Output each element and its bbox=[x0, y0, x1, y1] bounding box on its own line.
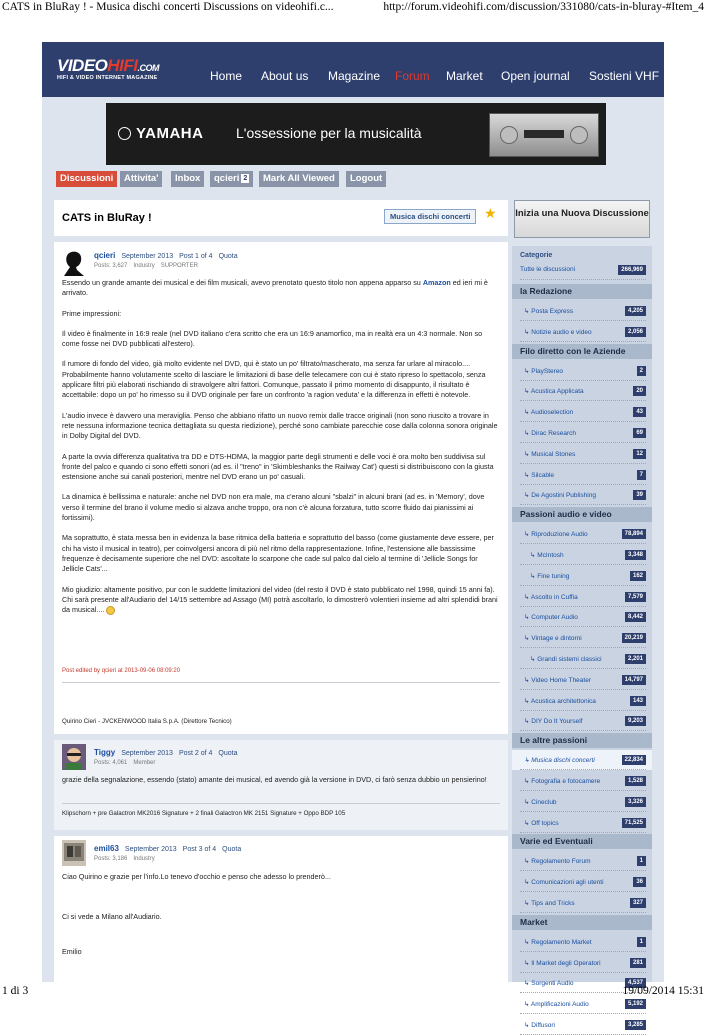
category-label: ↳ Musical Stones bbox=[524, 450, 576, 458]
count-badge: 8,442 bbox=[625, 612, 646, 622]
new-discussion-button[interactable]: Inizia una Nuova Discussione bbox=[514, 200, 650, 238]
post-meta bbox=[94, 251, 238, 260]
category-item[interactable] bbox=[512, 361, 652, 381]
count-badge: 22,834 bbox=[622, 755, 646, 765]
bookmark-star-icon[interactable]: ★ bbox=[484, 206, 497, 222]
tab-logout[interactable]: Logout bbox=[346, 171, 386, 187]
category-item[interactable] bbox=[512, 402, 652, 422]
category-section-header[interactable]: Varie ed Eventuali bbox=[512, 834, 652, 849]
category-label: ↳ Dirac Research bbox=[524, 430, 577, 437]
count-badge: 43 bbox=[633, 407, 646, 417]
count-badge: 39 bbox=[633, 490, 646, 500]
category-item[interactable] bbox=[512, 423, 652, 443]
category-label: ↳ Video Home Theater bbox=[524, 676, 591, 684]
category-item[interactable] bbox=[512, 1015, 652, 1035]
count-badge: 78,894 bbox=[622, 529, 646, 539]
post-3 bbox=[54, 836, 508, 982]
count-badge: 4,537 bbox=[625, 978, 646, 988]
count-badge: 71,525 bbox=[622, 818, 646, 828]
count-badge: 162 bbox=[630, 571, 646, 581]
print-header bbox=[0, 0, 706, 18]
post-signature: Quirino Cieri - JVCKENWOOD Italia S.p.A. (Direttore Tecnico) bbox=[62, 718, 232, 725]
discussion-title: CATS in BluRay ! bbox=[62, 212, 152, 224]
category-label: ↳ Regolamento Forum bbox=[524, 858, 591, 866]
count-badge: 7,579 bbox=[625, 592, 646, 602]
category-item[interactable] bbox=[512, 851, 652, 871]
post-username[interactable]: Tiggy bbox=[94, 748, 116, 757]
post-body: Essendo un grande amante dei musical e dei film musicali, avevo prenotato questo titolo non appena apparso su Amazon ed ieri mi è arrivato. Prime impressioni: Il video è finalmente in 16:9 reale (nel DVD italiano c'era scritto che era un 16:9 anamorfico, ma in realtà era un 4:3 normale. Non so come fosse nei DVD pubblicati all'estero). Il rumore di fondo del video, già molto evidente nel DVD, qui è stato un po' filtrato/mascherato, ma senza far urlare al miracolo.... Probabilmente hanno volutamente scelto di lasciare le limitazioni di base delle telecamere con cui è stato ripreso lo spettacolo, senza applicare filtri più elaborati rischiando di stravolgere altri fattori. Comunque, passato il primo momento di disappunto, il risultato è accettabile: dopo un po' ho rimesso su il DVD originale per fare un confronto 'a ragion veduta' e la differenza in effetti è notevole. L'audio invece è davvero una meraviglia. Penso che abbiano rifatto un nuovo remix dalle tracce originali (non sono riuscito a trovare in rete nessuna informazione tecnica dettagliata su questa riedizione), perché sono cambiate parecchie cose dalla colonna sonora originale in Dolby Digital del DVD. A parte la ovvia differenza qualitativa tra DD e DTS-HDMA, la maggior parte degli strumenti e delle voci è ora molto ben suddivisa sul fronte del palco e quando ci sono effetti sonori (ad es. il "treno" in 'Skimbleshanks the Railway Cat') questi si distribuiscono con la giusta estensione anche sui canali posteriori, mentre nel DVD erano un po' casuali. La dinamica è bellissima e naturale: anche nel DVD non era male, ma c'erano alcuni "sbalzi" in alcuni brani (ad es. in 'Memory', dove verso il termine del brano il volume medio si alzava anche troppo, ora non c'è alcuna forzatura, tutto scorre fluido dai pianissimi ai fortissimi). Ma soprattutto, è stata messa ben in evidenza la base ritmica della batteria e soprattutto del basso (come giustamente deve essere, per chi ha visto il musical in teatro), per coinvolgersi ancora di più nel ritmo della rappresentazione. Infine, l'estensione alle bassissime frequenze è decisamente superiore che nel DVD: ascoltate lo scarpone che cade sul palco dal cielo al termine di 'Jellicle Songs for Jellicle Cats'... Mio giudizio: altamente positivo, pur con le suddette limitazioni del video (del resto il DVD è stato pubblicato nel 1998, quindi 15 anni fa). Chi sarà presente all'Audiario del 14/15 settembre ad Assago (MI) potrà ascoltarlo, lo dimostrerò volentieri insieme ad altri splendidi brani da musical.... bbox=[62, 278, 498, 615]
print-page: 1 di 3 bbox=[2, 985, 29, 997]
category-item[interactable] bbox=[512, 381, 652, 401]
category-item[interactable] bbox=[512, 566, 652, 586]
edited-note: Post edited by qcieri at 2013-09-06 08:09:20 bbox=[62, 668, 181, 674]
category-label: ↳ Grandi sistemi classici bbox=[530, 656, 602, 663]
category-label: ↳ Off topics bbox=[524, 819, 559, 827]
category-item[interactable] bbox=[512, 465, 652, 485]
category-label: ↳ Ascolto in Cuffia bbox=[524, 593, 578, 601]
category-item[interactable] bbox=[512, 893, 652, 913]
count-badge: 12 bbox=[633, 449, 646, 459]
user-info: Posts: 3,627 Industry SUPPORTER bbox=[94, 263, 198, 269]
post-body: Ciao Quirino e grazie per l'info.Lo tenevo d'occhio e penso che adesso lo prenderò... Ci si vede a Milano all'Audiario. Emilio bbox=[62, 872, 331, 956]
category-label: ↳ Sorgenti Audio bbox=[524, 980, 574, 988]
count-badge: 3,348 bbox=[625, 550, 646, 560]
category-item[interactable] bbox=[512, 872, 652, 892]
category-label: ↳ Audioselection bbox=[524, 409, 574, 417]
banner-brand: YAMAHA bbox=[136, 125, 204, 142]
count-badge: 1,528 bbox=[625, 776, 646, 786]
yamaha-banner[interactable] bbox=[106, 103, 606, 165]
category-label: ↳ Acustica Applicata bbox=[524, 388, 584, 396]
post-date[interactable]: September 2013 bbox=[121, 750, 173, 757]
count-badge: 14,797 bbox=[622, 675, 646, 685]
category-item[interactable] bbox=[512, 524, 652, 544]
count-badge: 7 bbox=[637, 470, 646, 480]
nav-market[interactable]: Market bbox=[446, 69, 483, 83]
count-badge: 1 bbox=[637, 937, 646, 947]
tab-discussioni[interactable]: Discussioni bbox=[56, 171, 117, 187]
logo-tagline: HIFI & VIDEO INTERNET MAGAZINE bbox=[57, 75, 158, 81]
amplifier-image bbox=[489, 113, 599, 157]
nav-magazine[interactable]: Magazine bbox=[328, 69, 381, 83]
category-label: ↳ Fine tuning bbox=[530, 572, 570, 580]
category-section-header[interactable]: Passioni audio e video bbox=[512, 507, 652, 522]
count-badge: 2,201 bbox=[625, 654, 646, 664]
count-badge: 143 bbox=[630, 696, 646, 706]
category-label: ↳ Comunicazioni agli utenti bbox=[524, 879, 604, 887]
category-label: ↳ Cineclub bbox=[524, 798, 557, 806]
count-badge: 327 bbox=[630, 898, 646, 908]
count-badge: 2,056 bbox=[625, 327, 646, 337]
nav-about-us[interactable]: About us bbox=[261, 69, 309, 83]
post-1 bbox=[54, 242, 508, 734]
category-section-header[interactable]: Le altre passioni bbox=[512, 733, 652, 748]
category-item[interactable] bbox=[512, 322, 652, 342]
avatar[interactable] bbox=[62, 250, 86, 276]
print-datetime: 19/09/2014 15:31 bbox=[622, 985, 704, 997]
category-label: ↳ Musica dischi concerti bbox=[524, 757, 595, 765]
category-label: ↳ Regolamento Market bbox=[524, 938, 592, 946]
post-meta bbox=[94, 748, 238, 757]
nav-sostieni[interactable]: Sostieni VHF bbox=[589, 69, 660, 83]
post-username[interactable]: emil63 bbox=[94, 844, 119, 853]
categories-title: Categorie bbox=[520, 252, 553, 259]
print-footer bbox=[0, 985, 706, 1000]
categories-box bbox=[512, 246, 652, 1029]
nav-home[interactable]: Home bbox=[210, 69, 243, 83]
user-info: Posts: 3,186 Industry bbox=[94, 856, 155, 862]
signature-divider bbox=[62, 803, 500, 804]
category-label: ↳ McIntosh bbox=[530, 552, 564, 559]
category-label: ↳ Amplificazioni Audio bbox=[524, 1001, 589, 1009]
category-item[interactable] bbox=[512, 628, 652, 648]
tab-user[interactable]: qcieri 2 bbox=[210, 171, 253, 187]
category-item[interactable] bbox=[512, 444, 652, 464]
category-item[interactable] bbox=[512, 670, 652, 690]
print-url: http://forum.videohifi.com/discussion/331080/cats-in-bluray-#Item_4 bbox=[383, 1, 704, 13]
post-meta bbox=[94, 844, 241, 853]
category-label: ↳ Diffusori bbox=[524, 1022, 555, 1029]
count-badge: 5,192 bbox=[625, 999, 646, 1009]
discussion-title-bar bbox=[54, 200, 508, 236]
post-signature: Klipschorn + pre Galactron MK2016 Signature + 2 finali Galactron MK 2151 Signature + Oppo BDP 105 bbox=[62, 810, 346, 817]
category-all[interactable]: Tutte le discussioni 266,969 bbox=[512, 260, 652, 280]
category-item[interactable] bbox=[512, 607, 652, 627]
category-item[interactable] bbox=[512, 587, 652, 607]
count-badge: 3,326 bbox=[625, 797, 646, 807]
count-badge: 3,285 bbox=[625, 1020, 646, 1030]
category-chip[interactable]: Musica dischi concerti bbox=[384, 209, 476, 224]
signature-divider bbox=[62, 682, 500, 683]
amazon-link[interactable]: Amazon bbox=[422, 278, 451, 287]
post-position: Post 3 of 4 bbox=[182, 846, 217, 853]
avatar[interactable] bbox=[62, 840, 86, 866]
discussion-main bbox=[54, 200, 508, 982]
quote-link[interactable]: Quota bbox=[218, 253, 238, 260]
quote-link[interactable]: Quota bbox=[222, 846, 242, 853]
post-username[interactable]: qcieri bbox=[94, 251, 116, 260]
category-label: ↳ De Agostini Publishing bbox=[524, 492, 596, 500]
category-label: ↳ Fotografia e fotocamere bbox=[524, 778, 601, 785]
category-label: ↳ Posta Express bbox=[524, 308, 574, 315]
quote-link[interactable]: Quota bbox=[218, 750, 238, 757]
category-item[interactable] bbox=[512, 691, 652, 711]
sidebar bbox=[512, 200, 652, 1029]
category-section-header[interactable]: la Redazione bbox=[512, 284, 652, 299]
category-item[interactable] bbox=[512, 301, 652, 321]
count-badge: 20,219 bbox=[622, 633, 646, 643]
post-date[interactable]: September 2013 bbox=[124, 846, 177, 853]
category-label: ↳ Il Market degli Operatori bbox=[524, 959, 601, 967]
count-badge: 2 bbox=[637, 366, 646, 376]
tab-mark-all-viewed[interactable]: Mark All Viewed bbox=[259, 171, 339, 187]
category-section-header[interactable]: Filo diretto con le Aziende bbox=[512, 344, 652, 359]
category-label: ↳ PlayStereo bbox=[524, 367, 564, 375]
post-position: Post 1 of 4 bbox=[179, 253, 213, 260]
category-label: ↳ Notizie audio e video bbox=[524, 328, 592, 336]
category-label: ↳ Silcable bbox=[524, 471, 555, 479]
category-item[interactable] bbox=[512, 932, 652, 952]
count-badge: 1 bbox=[637, 856, 646, 866]
category-label: ↳ Vintage e dintorni bbox=[524, 635, 582, 643]
site-logo[interactable]: VIDEOHIFI.COM HIFI & VIDEO INTERNET MAGAZINE bbox=[57, 56, 177, 86]
category-item[interactable] bbox=[512, 750, 652, 770]
category-item[interactable] bbox=[512, 649, 652, 669]
count-badge: 4,205 bbox=[625, 306, 646, 316]
count-badge: 20 bbox=[633, 386, 646, 396]
banner-slogan: L'ossessione per la musicalità bbox=[236, 125, 422, 141]
post-2 bbox=[54, 740, 508, 830]
count-badge: 36 bbox=[633, 877, 646, 887]
inbox-count-badge: 2 bbox=[243, 174, 248, 182]
print-title: CATS in BluRay ! - Musica dischi concerti Discussions on videohifi.c... bbox=[2, 1, 334, 13]
count-badge: 69 bbox=[633, 428, 646, 438]
category-item[interactable] bbox=[512, 545, 652, 565]
post-position: Post 2 of 4 bbox=[178, 750, 213, 757]
post-date[interactable]: September 2013 bbox=[121, 253, 174, 260]
category-section-header[interactable]: Market bbox=[512, 915, 652, 930]
post-body: grazie della segnalazione, essendo (stato) amante dei musical, ed avendo già la versione in DVD, ci farò senza dubbio un pensierino! bbox=[62, 775, 487, 784]
category-label: ↳ Tips and Tricks bbox=[524, 900, 575, 907]
category-item[interactable] bbox=[512, 771, 652, 791]
avatar[interactable] bbox=[62, 744, 86, 770]
category-label: ↳ Computer Audio bbox=[524, 614, 578, 622]
category-item[interactable] bbox=[512, 485, 652, 505]
smiley-icon bbox=[106, 606, 115, 615]
category-label: ↳ Riproduzione Audio bbox=[524, 531, 588, 539]
category-label: ↳ Acustica architettonica bbox=[524, 697, 596, 705]
count-badge: 281 bbox=[630, 958, 646, 968]
tab-attivita[interactable]: Attivita' bbox=[120, 171, 162, 187]
user-info: Posts: 4,061 Member bbox=[94, 760, 156, 766]
count-badge: 9,203 bbox=[625, 716, 646, 726]
category-label: ↳ DIY Do It Yourself bbox=[524, 718, 583, 726]
category-item[interactable] bbox=[512, 813, 652, 833]
category-item[interactable] bbox=[512, 711, 652, 731]
yamaha-logo-icon bbox=[118, 127, 131, 140]
category-item[interactable] bbox=[512, 953, 652, 973]
category-item[interactable] bbox=[512, 792, 652, 812]
nav-forum[interactable]: Forum bbox=[395, 69, 430, 83]
top-navigation bbox=[42, 42, 664, 97]
count-badge: 266,969 bbox=[618, 265, 646, 275]
tab-inbox[interactable]: Inbox bbox=[171, 171, 204, 187]
nav-open-journal[interactable]: Open journal bbox=[501, 69, 570, 83]
